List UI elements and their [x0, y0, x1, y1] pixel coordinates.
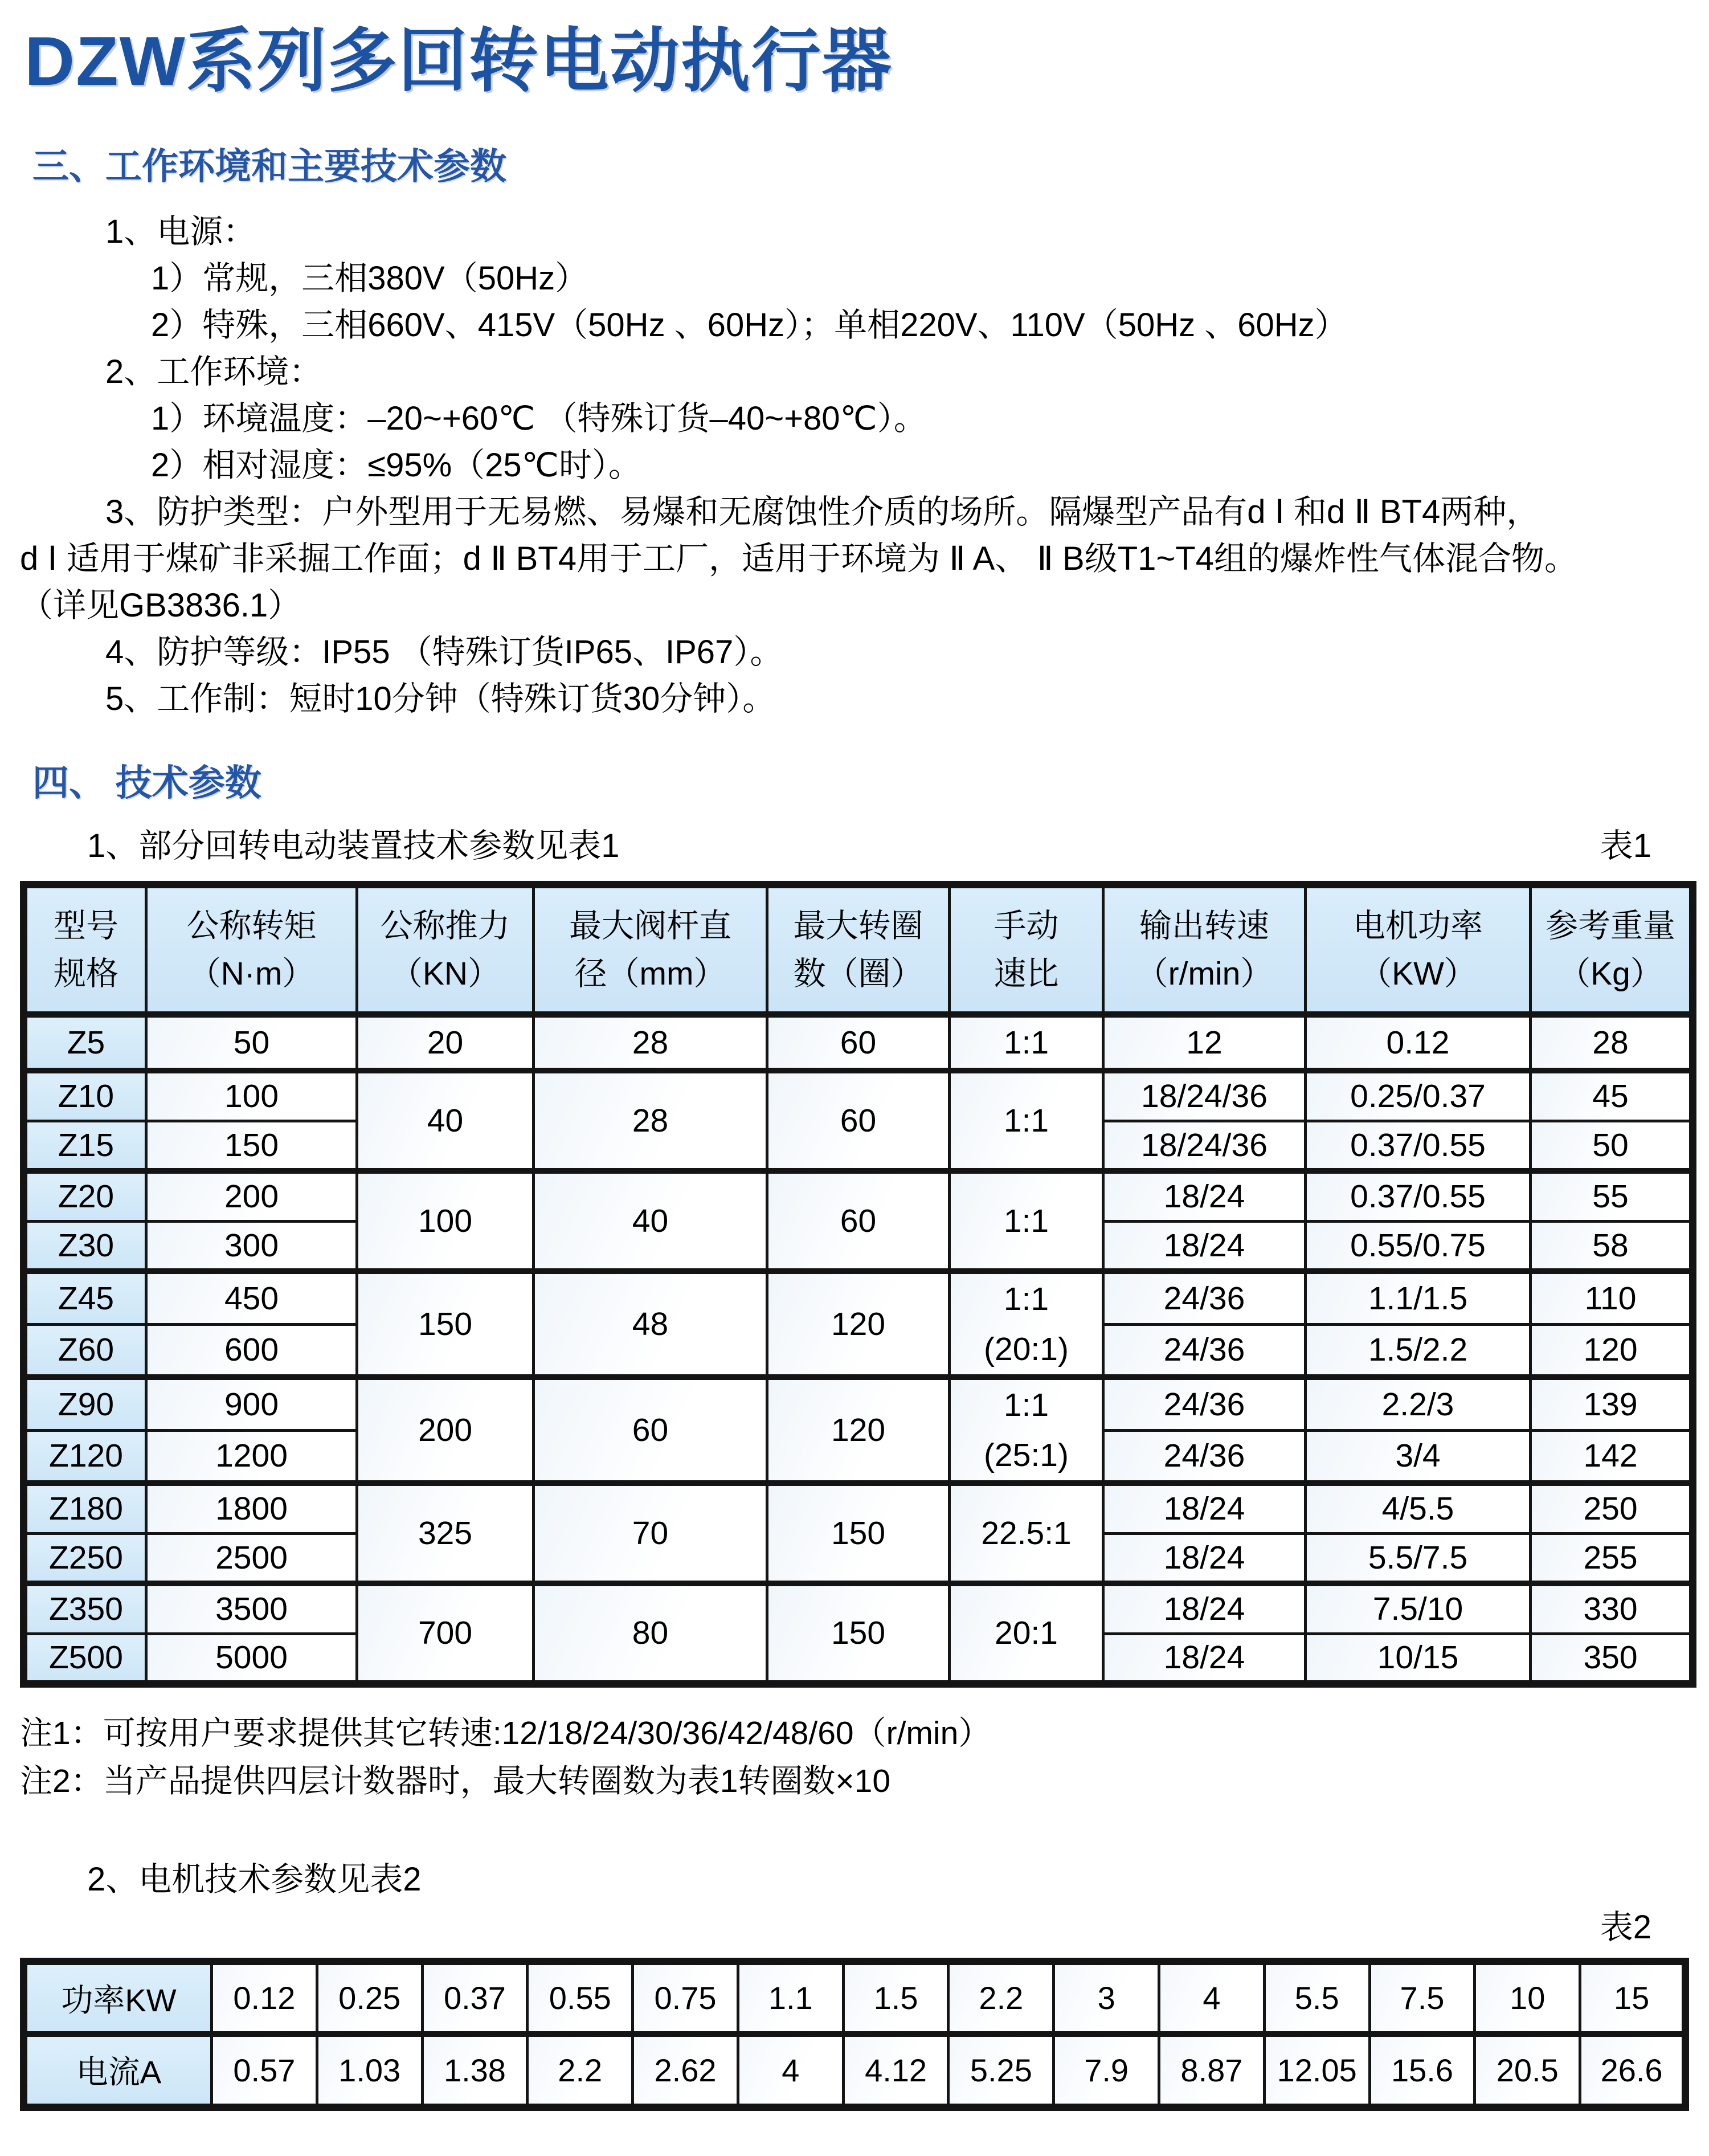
- turns-cell: 60: [767, 1071, 950, 1171]
- model-cell: Z30: [24, 1221, 146, 1271]
- torque-cell: 900: [146, 1377, 357, 1430]
- body-line: d Ⅰ 适用于煤矿非采掘工作面；d Ⅱ BT4用于工厂，适用于环境为 Ⅱ A、 Ⅱ B级T1~T4组的爆炸性气体混合物。: [20, 540, 1577, 577]
- speed-cell: 18/24/36: [1103, 1121, 1306, 1171]
- weight-cell: 110: [1531, 1271, 1693, 1324]
- note-line: 注1：可按用户要求提供其它转速:12/18/24/30/36/42/48/60（r/min）: [20, 1714, 991, 1751]
- body-line: 4、防护等级：IP55 （特殊订货IP65、IP67）。: [105, 634, 783, 671]
- turns-cell: 150: [767, 1583, 950, 1684]
- weight-cell: 55: [1531, 1171, 1693, 1221]
- stem-cell: 60: [534, 1377, 767, 1483]
- thrust-cell: 150: [357, 1271, 534, 1377]
- current-value: 1.38: [422, 2034, 528, 2107]
- body-line: 2、工作环境：: [105, 353, 322, 390]
- speed-cell: 18/24/36: [1103, 1071, 1306, 1121]
- weight-cell: 255: [1531, 1533, 1693, 1583]
- body-line: 1）环境温度：–20~+60℃ （特殊订货–40~+80℃）。: [151, 400, 927, 437]
- thrust-cell: 200: [357, 1377, 534, 1483]
- body-line: 2）特殊，三相660V、415V（50Hz 、60Hz）；单相220V、110V（50Hz 、60Hz）: [151, 307, 1348, 344]
- torque-cell: 3500: [146, 1583, 357, 1634]
- thrust-cell: 700: [357, 1583, 534, 1684]
- weight-cell: 45: [1531, 1071, 1693, 1121]
- power-value: 1.1: [738, 1961, 843, 2034]
- power-cell: 0.12: [1306, 1015, 1531, 1071]
- current-value: 15.6: [1369, 2034, 1475, 2107]
- current-value: 2.2: [528, 2034, 633, 2107]
- turns-cell: 150: [767, 1483, 950, 1583]
- current-value: 1.03: [317, 2034, 422, 2107]
- power-value: 4: [1159, 1961, 1265, 2034]
- current-value: 4.12: [843, 2034, 948, 2107]
- power-value: 0.25: [317, 1961, 422, 2034]
- col-header-manual-ratio: 手动 速比: [950, 885, 1103, 1015]
- torque-cell: 600: [146, 1324, 357, 1377]
- current-value: 20.5: [1475, 2034, 1580, 2107]
- torque-cell: 50: [146, 1015, 357, 1071]
- weight-cell: 250: [1531, 1483, 1693, 1533]
- speed-cell: 18/24: [1103, 1583, 1306, 1634]
- ratio-cell: 20:1: [950, 1583, 1103, 1684]
- ratio-cell: 1:1: [950, 1071, 1103, 1171]
- table1-label: 表1: [1600, 827, 1651, 864]
- power-value: 0.55: [528, 1961, 633, 2034]
- model-cell: Z20: [24, 1171, 146, 1221]
- col-header-max-turns: 最大转圈 数（圈）: [767, 885, 950, 1015]
- table1-header-row: [24, 885, 1693, 1015]
- stem-cell: 28: [534, 1071, 767, 1171]
- body-line: （详见GB3836.1）: [20, 587, 301, 624]
- stem-cell: 28: [534, 1015, 767, 1071]
- model-cell: Z180: [24, 1483, 146, 1533]
- power-value: 15: [1580, 1961, 1686, 2034]
- col-header-model: 型号 规格: [24, 885, 146, 1015]
- table1-caption: 1、部分回转电动装置技术参数见表1: [87, 827, 620, 864]
- power-row-header: 功率KW: [24, 1961, 212, 2034]
- ratio-cell: 22.5:1: [950, 1483, 1103, 1583]
- table2-caption: 2、电机技术参数见表2: [87, 1860, 422, 1898]
- weight-cell: 50: [1531, 1121, 1693, 1171]
- turns-cell: 120: [767, 1271, 950, 1377]
- turns-cell: 60: [767, 1015, 950, 1071]
- power-cell: 0.55/0.75: [1306, 1221, 1531, 1271]
- thrust-cell: 100: [357, 1171, 534, 1271]
- power-cell: 1.5/2.2: [1306, 1324, 1531, 1377]
- table2-caption-row: [20, 1860, 1689, 1900]
- body-line: 1）常规，三相380V（50Hz）: [151, 260, 588, 297]
- power-value: 0.37: [422, 1961, 528, 2034]
- power-value: 10: [1475, 1961, 1580, 2034]
- table-row-z5: [24, 1015, 1693, 1071]
- power-value: 3: [1054, 1961, 1159, 2034]
- model-cell: Z60: [24, 1324, 146, 1377]
- current-value: 5.25: [948, 2034, 1054, 2107]
- power-value: 1.5: [843, 1961, 948, 2034]
- col-header-thrust: 公称推力 （KN）: [357, 885, 534, 1015]
- current-value: 26.6: [1580, 2034, 1686, 2107]
- power-cell: 3/4: [1306, 1430, 1531, 1483]
- speed-cell: 12: [1103, 1015, 1306, 1071]
- col-header-torque: 公称转矩 （N·m）: [146, 885, 357, 1015]
- table2-motor-parameters: [20, 1958, 1689, 2111]
- speed-cell: 24/36: [1103, 1271, 1306, 1324]
- body-line: 2）相对湿度：≤95%（25℃时）。: [151, 447, 641, 484]
- power-cell: 5.5/7.5: [1306, 1533, 1531, 1583]
- speed-cell: 18/24: [1103, 1634, 1306, 1684]
- current-value: 0.57: [212, 2034, 317, 2107]
- col-header-motor-power: 电机功率 （KW）: [1306, 885, 1531, 1015]
- table2-label: 表2: [1600, 1908, 1651, 1946]
- power-cell: 1.1/1.5: [1306, 1271, 1531, 1324]
- turns-cell: 60: [767, 1171, 950, 1271]
- body-line: 3、防护类型：户外型用于无易燃、易爆和无腐蚀性介质的场所。隔爆型产品有d Ⅰ 和d Ⅱ BT4两种，: [105, 493, 1540, 530]
- turns-cell: 120: [767, 1377, 950, 1483]
- weight-cell: 28: [1531, 1015, 1693, 1071]
- speed-cell: 18/24: [1103, 1171, 1306, 1221]
- power-cell: 0.37/0.55: [1306, 1171, 1531, 1221]
- model-cell: Z15: [24, 1121, 146, 1171]
- model-cell: Z350: [24, 1583, 146, 1634]
- current-value: 8.87: [1159, 2034, 1265, 2107]
- speed-cell: 24/36: [1103, 1377, 1306, 1430]
- weight-cell: 139: [1531, 1377, 1693, 1430]
- table-row-z350: [24, 1583, 1693, 1634]
- model-cell: Z90: [24, 1377, 146, 1430]
- torque-cell: 200: [146, 1171, 357, 1221]
- weight-cell: 58: [1531, 1221, 1693, 1271]
- table1-caption-row: [20, 826, 1689, 866]
- ratio-cell: 1:1: [950, 1171, 1103, 1271]
- weight-cell: 330: [1531, 1583, 1693, 1634]
- torque-cell: 2500: [146, 1533, 357, 1583]
- stem-cell: 48: [534, 1271, 767, 1377]
- power-cell: 10/15: [1306, 1634, 1531, 1684]
- model-cell: Z120: [24, 1430, 146, 1483]
- torque-cell: 450: [146, 1271, 357, 1324]
- page-title: DZW系列多回转电动执行器: [24, 22, 893, 100]
- thrust-cell: 40: [357, 1071, 534, 1171]
- table1-technical-parameters: [20, 881, 1696, 1688]
- current-value: 4: [738, 2034, 843, 2107]
- ratio-cell: 1:1 (20:1): [950, 1271, 1103, 1377]
- weight-cell: 142: [1531, 1430, 1693, 1483]
- torque-cell: 5000: [146, 1634, 357, 1684]
- note-line: 注2：当产品提供四层计数器时，最大转圈数为表1转圈数×10: [20, 1762, 891, 1799]
- power-value: 2.2: [948, 1961, 1054, 2034]
- body-line: 1、电源：: [105, 213, 256, 250]
- torque-cell: 1200: [146, 1430, 357, 1483]
- torque-cell: 300: [146, 1221, 357, 1271]
- section4-heading: 四、 技术参数: [32, 762, 261, 803]
- torque-cell: 100: [146, 1071, 357, 1121]
- table-row-z180: [24, 1483, 1693, 1533]
- torque-cell: 150: [146, 1121, 357, 1171]
- model-cell: Z250: [24, 1533, 146, 1583]
- col-header-stem-diameter: 最大阀杆直 径（mm）: [534, 885, 767, 1015]
- power-cell: 7.5/10: [1306, 1583, 1531, 1634]
- speed-cell: 18/24: [1103, 1483, 1306, 1533]
- power-value: 0.75: [633, 1961, 738, 2034]
- table2-power-row: [24, 1961, 1686, 2034]
- thrust-cell: 325: [357, 1483, 534, 1583]
- current-value: 12.05: [1264, 2034, 1369, 2107]
- ratio-cell: 1:1: [950, 1015, 1103, 1071]
- speed-cell: 18/24: [1103, 1533, 1306, 1583]
- col-header-ref-weight: 参考重量 （Kg）: [1531, 885, 1693, 1015]
- stem-cell: 70: [534, 1483, 767, 1583]
- stem-cell: 80: [534, 1583, 767, 1684]
- current-value: 2.62: [633, 2034, 738, 2107]
- section3-body: [20, 209, 1689, 722]
- speed-cell: 24/36: [1103, 1324, 1306, 1377]
- current-value: 7.9: [1054, 2034, 1159, 2107]
- power-value: 0.12: [212, 1961, 317, 2034]
- stem-cell: 40: [534, 1171, 767, 1271]
- power-cell: 2.2/3: [1306, 1377, 1531, 1430]
- speed-cell: 24/36: [1103, 1430, 1306, 1483]
- weight-cell: 350: [1531, 1634, 1693, 1684]
- speed-cell: 18/24: [1103, 1221, 1306, 1271]
- model-cell: Z5: [24, 1015, 146, 1071]
- thrust-cell: 20: [357, 1015, 534, 1071]
- power-cell: 0.37/0.55: [1306, 1121, 1531, 1171]
- body-line: 5、工作制：短时10分钟（特殊订货30分钟）。: [105, 680, 776, 717]
- model-cell: Z10: [24, 1071, 146, 1121]
- ratio-cell: 1:1 (25:1): [950, 1377, 1103, 1483]
- table-row-z20: [24, 1171, 1693, 1221]
- power-cell: 4/5.5: [1306, 1483, 1531, 1533]
- section3-heading: 三、工作环境和主要技术参数: [32, 146, 506, 187]
- weight-cell: 120: [1531, 1324, 1693, 1377]
- model-cell: Z500: [24, 1634, 146, 1684]
- table-row-z45: [24, 1271, 1693, 1324]
- col-header-output-speed: 输出转速 （r/min）: [1103, 885, 1306, 1015]
- model-cell: Z45: [24, 1271, 146, 1324]
- power-value: 7.5: [1369, 1961, 1475, 2034]
- table1-notes: [20, 1709, 1689, 1805]
- power-value: 5.5: [1264, 1961, 1369, 2034]
- power-cell: 0.25/0.37: [1306, 1071, 1531, 1121]
- table2-current-row: [24, 2034, 1686, 2107]
- torque-cell: 1800: [146, 1483, 357, 1533]
- current-row-header: 电流A: [24, 2034, 212, 2107]
- table-row-z90: [24, 1377, 1693, 1430]
- table-row-z10: [24, 1071, 1693, 1121]
